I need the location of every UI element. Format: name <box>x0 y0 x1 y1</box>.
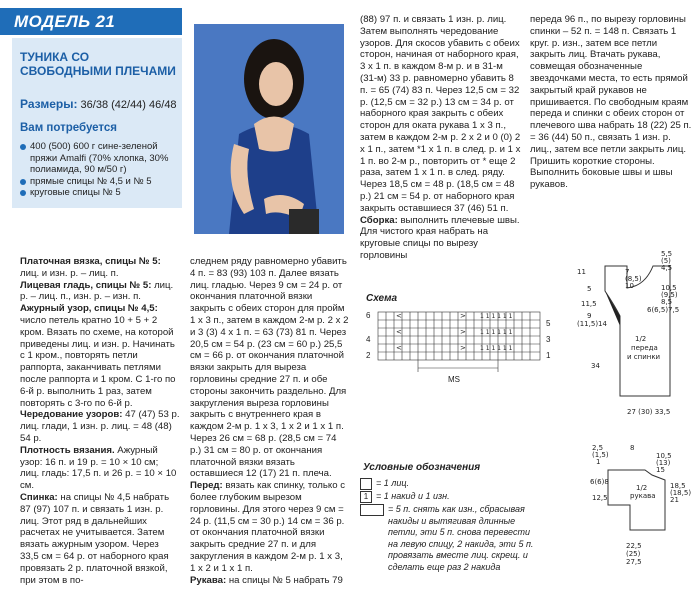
svg-text:22,5: 22,5 <box>626 542 642 550</box>
text-column-4 <box>530 14 692 191</box>
svg-text:9: 9 <box>587 312 592 320</box>
svg-text:1 1 1 1 1 1: 1 1 1 1 1 1 <box>480 329 513 336</box>
paragraph: Перед: вязать как спинку, только с более глубоким вырезом горловины. Для этого через 9 см = 24 р. (11,5 см = 30 р.) 14 см = 36 р. от окончания платочной вязки закрыть средние 27 п. и для закругления в каждом 2-м р. 1 х 3, 1 х 2 и 1 х 1 п. <box>190 480 345 574</box>
paragraph: Платочная вязка, спицы № 5: лиц. и изн. р. – лиц. п. <box>20 256 161 279</box>
paragraph: переда 96 п., по вырезу горловины спинки – 52 п. = 148 п. Связать 1 круг. р. изн., затем все петли закрыть лиц. Втачать рукава, совмещая обозначенные звездочками места, то есть прямой закрытый край рукавов не пришивается. По свободным краям переда и спинки с обеих сторон от плечевого шва набрать 18 (22) 25 п. = 36 (44) 50 п., связать 1 изн. р. лиц., затем все петли закрыть лиц. Пришить короткие стороны. Выполнить боковые швы и швы рукавов. <box>530 14 692 191</box>
paragraph: Чередование узоров: 47 (47) 53 р. лиц. глади, 1 изн. р. лиц. = 48 (48) 54 р. <box>20 409 180 444</box>
garment-title: ТУНИКА СО СВОБОДНЫМИ ПЛЕЧАМИ <box>20 50 176 78</box>
svg-text:7: 7 <box>625 268 630 276</box>
materials-heading: Вам потребуется <box>20 122 118 134</box>
svg-text:(11,5)14: (11,5)14 <box>577 320 607 328</box>
row-label: 2 <box>366 351 371 360</box>
svg-text:6(6,5)7,5: 6(6,5)7,5 <box>647 306 680 314</box>
svg-text:(9,5): (9,5) <box>661 291 678 299</box>
row-label: 3 <box>546 335 551 344</box>
svg-text:6(6)8: 6(6)8 <box>590 478 609 486</box>
stitch-schema <box>360 302 560 402</box>
sleeve-pattern <box>590 440 695 590</box>
svg-text:1: 1 <box>596 458 601 466</box>
svg-text:>: > <box>460 312 466 320</box>
svg-text:11,5: 11,5 <box>581 300 597 308</box>
legend-symbol <box>360 504 384 516</box>
model-photo <box>194 24 344 234</box>
text-column-1 <box>20 256 180 586</box>
svg-text:10: 10 <box>625 282 634 290</box>
rapport-label: MS <box>448 375 460 384</box>
row-label: 5 <box>546 319 551 328</box>
front-back-pattern <box>575 246 695 421</box>
svg-text:2,5: 2,5 <box>592 444 604 452</box>
material-item: 400 (500) 600 г сине-зеленой пряжи Amalfi (70% хлопка, 30% полиамида, 90 м/50 г) <box>20 141 180 176</box>
paragraph: Сборка: выполнить плечевые швы. Для чистого края набрать на круговые спицы по вырезу горловины <box>360 214 520 261</box>
svg-text:(1,5): (1,5) <box>592 451 609 459</box>
svg-text:рукава: рукава <box>630 492 656 500</box>
svg-text:1/2: 1/2 <box>635 335 647 343</box>
sizes-line <box>20 98 177 112</box>
svg-text:10,5: 10,5 <box>656 452 672 460</box>
svg-text:27,5: 27,5 <box>626 558 642 566</box>
svg-text:18,5: 18,5 <box>670 482 686 490</box>
paragraph: Лицевая гладь, спицы № 5: лиц. р. – лиц. п., изн. р. – изн. п. <box>20 279 174 303</box>
svg-text:8: 8 <box>630 444 635 452</box>
svg-text:27 (30) 33,5: 27 (30) 33,5 <box>627 408 671 416</box>
paragraph: Ажурный узор, спицы № 4,5: число петель кратно 10 + 5 + 2 кром. Вязать по схеме, на которой приведены лиц. и изн. р. Начинать с 1 кром., повторять петли раппорта, заканчивать петлями после раппорта и 1 кром. С 1-го по 6-й р. выполнить 1 раз, затем повторять с 3-го по 6-й р. <box>20 303 176 409</box>
paragraph: следнем ряду равномерно убавить 4 п. = 83 (93) 103 п. Далее вязать лиц. гладью. Через 9 см = 24 р. от окончания платочной вязки закрыть с обеих сторон для пройм 1 х 3 п., затем в каждом 2-м р. 2 х 2 и 3 (3) 4 х 1 п. = 63 (73) 81 п. Через 20,5 см = 54 р. (23 см = 60 р.) 25,5 см = 66 р. от окончания платочной вязки закрыть для выреза горловины средние 27 п. и обе стороны закончить раздельно. Для закругления выреза горловины закрыть с внутреннего края в каждом 2-м р. 1 х 3, 1 х 2 и 1 х 1 п. Через 26 см = 68 р. (28,5 см = 74 р.) 31 см = 80 р. от окончания платочной вязки вязать оставшиеся 12 (17) 21 п. плеча. <box>190 256 349 480</box>
sizes-value: 36/38 (42/44) 46/48 <box>80 99 177 111</box>
paragraph: (88) 97 п. и связать 1 изн. р. лиц. Затем выполнять чередование узоров. Для скосов убавить с обеих сторон, начиная от наборного края, 3 х 1 п. в каждом 8-м р. и в 31-м (31-м) 33 р. равномерно убавить 8 п. = 65 (74) 83 п. Через 12,5 см = 32 р. (12,5 см = 32 р.) 13 см = 34 р. от наборного края закрыть с обеих сторон для оката рукава 1 х 3 п., затем в каждом 2-м р. 2 х 2 и 0 (0) 2 х 1 п., затем *1 х 1 п. в след. р. и 1 х 1 п. во 2-м р., повторить от * еще 2 раза, затем 1 х 1 п. в след. ряду. Через 18,5 см = 48 р. (18,5 см = 48 р.) 21 см = 54 р. от наборного края закрыть оставшиеся 37 (46) 51 п. <box>360 14 521 214</box>
row-label: 4 <box>366 335 371 344</box>
legend-title: Условные обозначения <box>363 462 481 473</box>
svg-text:1 1 1 1 1 1: 1 1 1 1 1 1 <box>480 313 513 320</box>
legend-item: = 1 лиц. <box>360 478 535 490</box>
svg-text:>: > <box>460 344 466 352</box>
svg-text:4,5: 4,5 <box>661 264 673 272</box>
svg-text:и спинки: и спинки <box>627 353 661 361</box>
svg-text:1/2: 1/2 <box>636 484 648 492</box>
legend-item: 1 = 1 накид и 1 изн. <box>360 491 535 503</box>
svg-text:5,5: 5,5 <box>661 250 673 258</box>
svg-text:5: 5 <box>587 285 592 293</box>
svg-text:(5): (5) <box>661 257 671 265</box>
svg-text:12,5: 12,5 <box>592 494 608 502</box>
svg-text:<: < <box>396 328 402 336</box>
svg-text:(13): (13) <box>656 459 671 467</box>
svg-text:переда: переда <box>631 344 658 352</box>
model-number-banner: МОДЕЛЬ 21 <box>0 8 182 35</box>
svg-text:15: 15 <box>656 466 665 474</box>
legend-symbol: 1 <box>360 491 372 503</box>
material-item: прямые спицы № 4,5 и № 5 <box>20 176 180 188</box>
legend-symbol <box>360 478 372 490</box>
svg-text:<: < <box>396 312 402 320</box>
paragraph: Плотность вязания. Ажурный узор: 16 п. и 19 р. = 10 × 10 см; лиц. гладь: 17,5 п. и 26 р. = 10 × 10 см. <box>20 444 177 492</box>
text-column-3 <box>360 14 522 262</box>
row-label: 6 <box>366 311 371 320</box>
svg-text:<: < <box>396 344 402 352</box>
svg-text:1 1 1 1 1 1: 1 1 1 1 1 1 <box>480 345 513 352</box>
materials-list <box>20 141 180 199</box>
material-item: круговые спицы № 5 <box>20 187 180 199</box>
legend <box>360 478 535 574</box>
row-label: 1 <box>546 351 551 360</box>
svg-text:34: 34 <box>591 362 600 370</box>
svg-text:>: > <box>460 328 466 336</box>
svg-text:21: 21 <box>670 496 679 504</box>
svg-text:8,5: 8,5 <box>661 298 673 306</box>
svg-text:(8,5): (8,5) <box>625 275 642 283</box>
paragraph: Рукава: на спицы № 5 набрать 79 <box>190 574 343 586</box>
sizes-label: Размеры: <box>20 97 78 111</box>
svg-text:10,5: 10,5 <box>661 284 677 292</box>
text-column-2 <box>190 256 350 586</box>
svg-text:11: 11 <box>577 268 586 276</box>
schema-title: Схема <box>366 293 398 304</box>
paragraph: Спинка: на спицы № 4,5 набрать 87 (97) 107 п. и связать 1 изн. р. лиц. Этот ряд в дальнейших расчетах не учитывается. Затем вязать ажурным узором. Через 33,5 см = 64 р. от наборного края провязать 2 р. платочной вязкой, при этом в по- <box>20 491 170 586</box>
legend-item: = 5 п. снять как изн., сбрасывая накиды и вытягивая длинные петли, эти 5 п. снова перевести на левую спицу, 2 накида, эти 5 п. провязать вместе лиц. скрещ. и сделать еще раз 2 накида <box>360 504 535 573</box>
svg-text:(18,5): (18,5) <box>670 489 692 497</box>
svg-text:(25): (25) <box>626 550 641 558</box>
